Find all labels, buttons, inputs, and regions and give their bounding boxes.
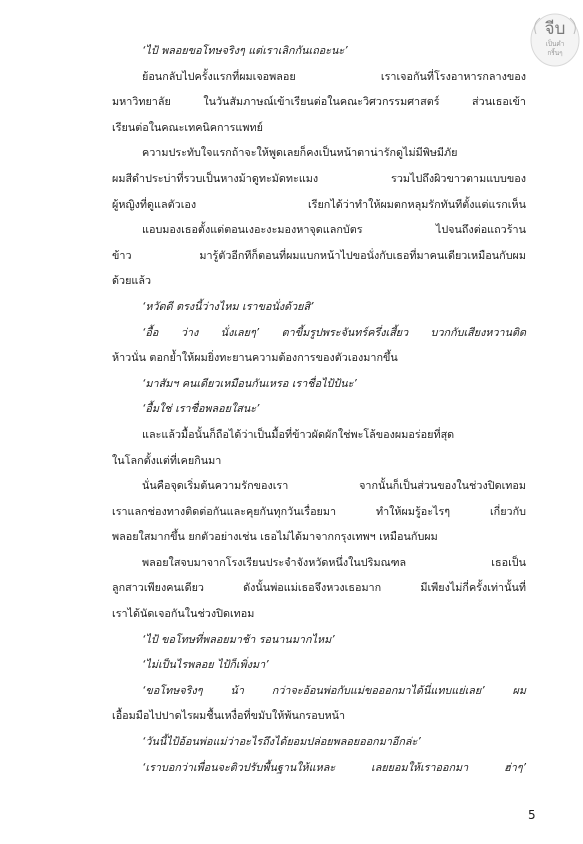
logo-title: จีบ [544, 19, 566, 39]
text-line: ‘ขอโทษจริงๆ น้า กว่าจะอ้อนพ่อกับแม่ขอออกมาได้นี่แทบแย่เลย’ ผม [142, 683, 526, 697]
logo-subtitle-1: เป็นคำ [545, 40, 565, 48]
logo-graphic [528, 4, 582, 70]
text-line: ผมสีดำประบ่าที่รวบเป็นหางม้าดูทะมัดทะแมง รวมไปถึงผิวขาวตามแบบของ [112, 171, 526, 185]
text-line: เราได้นัดเจอกันในช่วงปิดเทอม [112, 607, 255, 621]
story-text [112, 38, 526, 780]
text-line: นั่นคือจุดเริ่มต้นความรักของเรา จากนั้นก็เป็นส่วนของในช่วงปิดเทอม [142, 479, 526, 493]
text-line: พลอยใสจบมาจากโรงเรียนประจำจังหวัดหนึ่งในปริมณฑล เธอเป็น [142, 555, 526, 569]
publisher-logo [528, 4, 582, 70]
text-line: ลูกสาวเพียงคนเดียว ดังนั้นพ่อแม่เธอจึงหวงเธอมาก มีเพียงไม่กี่ครั้งเท่านั้นที่ [112, 581, 526, 595]
text-line: ‘อื้อ ว่าง นั่งเลยๆ’ ตาขี้มรูปพระจันทร์ครึ่งเสี้ยว บวกกับเสียงหวานติด [142, 325, 526, 339]
text-line: ‘วันนี้ไป้อ้อนพ่อแม่ว่าอะไรถึงได้ยอมปล่อยพลอยออกมาอีกล่ะ’ [142, 735, 421, 749]
text-line: ผู้หญิงที่ดูแลตัวเอง เรียกได้ว่าทำให้ผมตกหลุมรักทันทีตั้งแต่แรกเห็น [112, 197, 526, 211]
text-line: ‘อื้มใช่ เราชื่อพลอยใสนะ’ [142, 402, 260, 416]
text-line: ความประทับใจแรกถ้าจะให้พูดเลยก็คงเป็นหน้าตาน่ารักดูไม่มีพิษมีภัย [142, 146, 458, 160]
text-line: แอบมองเธอตั้งแต่ตอนเงอะงะมองหาจุดแลกบัตร ไปจนถึงต่อแถวร้าน [142, 223, 526, 237]
text-line: ย้อนกลับไปครั้งแรกที่ผมเจอพลอย เราเจอกันที่โรงอาหารกลางของ [142, 69, 526, 83]
text-line: มหาวิทยาลัย ในวันสัมภาษณ์เข้าเรียนต่อในคณะวิศวกรรมศาสตร์ ส่วนเธอเข้า [112, 95, 526, 109]
text-line: ‘ไป้ ขอโทษที่พลอยมาช้า รอนานมากไหม’ [142, 632, 335, 646]
text-line: เรียนต่อในคณะเทคนิคการแพทย์ [112, 120, 263, 134]
logo-subtitle-2: กริ้นๆ [547, 49, 563, 57]
text-line: ด้วยแล้ว [112, 274, 152, 288]
page-number: 5 [528, 808, 536, 822]
text-line: ‘ไม่เป็นไรพลอย ไป้ก็เพิ่งมา’ [142, 658, 269, 672]
text-line: และแล้วมื้อนั้นก็ถือได้ว่าเป็นมื้อที่ข้าวผัดผักใช่พะโล้ของผมอร่อยที่สุด [142, 427, 455, 441]
text-line: พลอยใสมากขึ้น ยกตัวอย่างเช่น เธอไม่ได้มาจากกรุงเทพฯ เหมือนกับผม [112, 530, 438, 544]
text-line: ในโลกตั้งแต่ที่เคยกินมา [112, 453, 222, 467]
text-line: ‘ไป้ พลอยขอโทษจริงๆ แต่เราเลิกกันเถอะนะ’ [142, 44, 348, 57]
text-line: ‘เราบอกว่าเพื่อนจะติวปรับพื้นฐานให้แหละ เลยยอมให้เราออกมา ฮ่าๆ’ [142, 760, 526, 774]
text-line: ‘หวัดดี ตรงนี้ว่างไหม เราขอนั่งด้วยสิ’ [142, 299, 314, 313]
text-line: ‘มาสัมฯ คนเดียวเหมือนกันเหรอ เราชื่อไป้ป้นะ’ [142, 376, 357, 390]
text-line: เราแลกช่องทางติดต่อกันและคุยกันทุกวันเรื่อยมา ทำให้ผมรู้อะไรๆ เกี่ยวกับ [112, 504, 526, 518]
text-line: ข้าว มารู้ตัวอีกทีก็ตอนที่ผมแบกหน้าไปขอนั่งกับเธอที่มาคนเดียวเหมือนกับผม [112, 248, 526, 262]
text-line: เอื้อมมือไปปาดไรผมชื้นเหงื่อที่ขมับให้พ้นกรอบหน้า [112, 709, 346, 723]
text-line: ห้าวนั่น ตอกย้ำให้ผมยิ่งทะยานความต้องการของตัวเองมากขึ้น [112, 351, 398, 365]
